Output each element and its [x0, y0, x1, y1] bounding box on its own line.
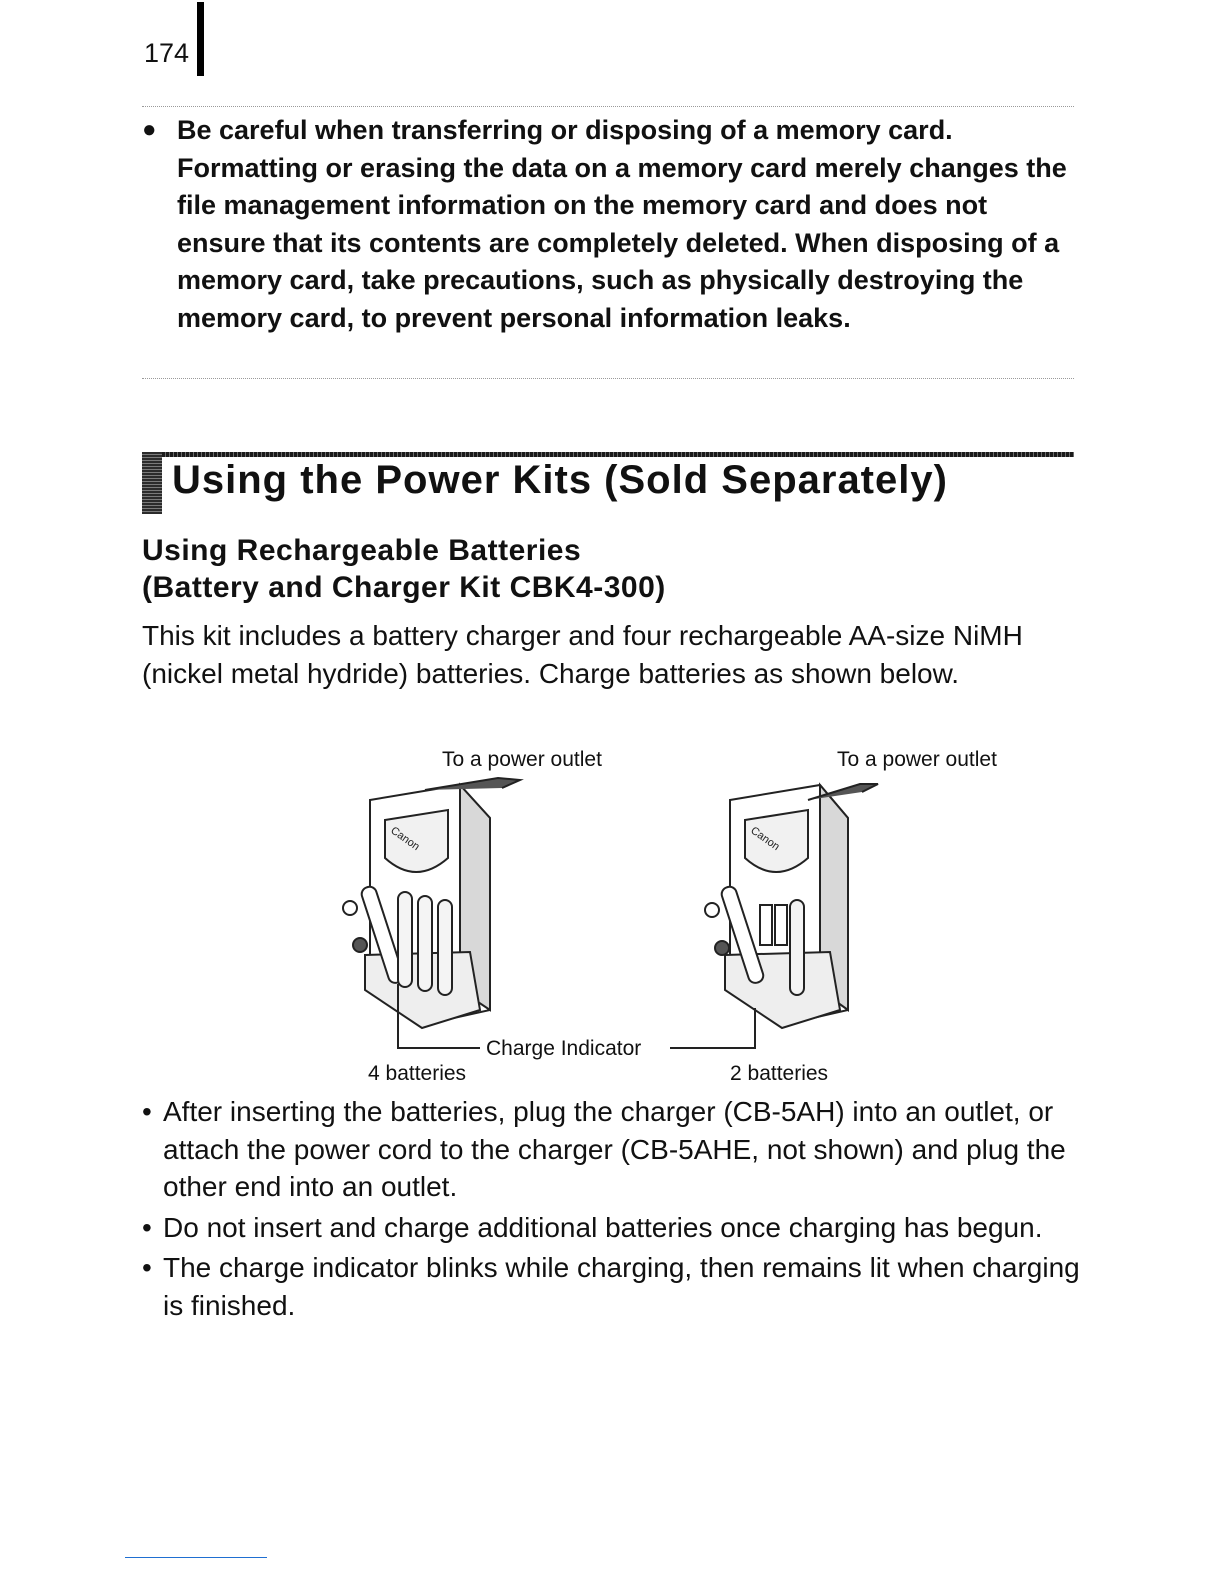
- charger-left-brand: Canon: [388, 824, 422, 854]
- intro-paragraph: This kit includes a battery charger and four rechargeable AA-size NiMH (nickel metal hydride) batteries. Charge batteries as shown below.: [142, 620, 1023, 689]
- charge-indicator-label: Charge Indicator: [486, 1037, 642, 1060]
- plus-terminal-left: [343, 901, 357, 915]
- caution-text: Be careful when transferring or disposing of a memory card. Formatting or erasing the data on a memory card merely changes the file management information on the memory card and does not ensure that its contents are completely deleted. When disposing of a memory card, take precautions, such as physically destroying the memory card, to prevent personal information leaks.: [177, 115, 1067, 333]
- usage-note-item: [142, 1093, 1082, 1206]
- battery-2: [398, 892, 412, 987]
- bullet-dot: •: [142, 1211, 152, 1243]
- minus-terminal-left: [353, 938, 367, 952]
- charger-right: [705, 784, 878, 1028]
- charger-right-brand: Canon: [748, 824, 782, 854]
- outlet-label-left: To a power outlet: [442, 748, 602, 771]
- outlet-label-right: To a power outlet: [837, 748, 997, 771]
- page-number-bar: [197, 2, 204, 76]
- minus-terminal-right: [715, 941, 729, 955]
- usage-note-item: [142, 1249, 1082, 1324]
- usage-note-item: [142, 1209, 1082, 1247]
- battery-4: [438, 900, 452, 995]
- subsection-title: [142, 532, 666, 606]
- four-batteries-label: 4 batteries: [368, 1062, 467, 1085]
- indicator-leader-right: [670, 1008, 755, 1048]
- section-heading-rule: [142, 452, 1074, 457]
- charger-left: [343, 778, 520, 1028]
- charger-illustration: [330, 740, 1060, 1090]
- page-number: 174: [144, 38, 190, 68]
- caution-top-rule: [142, 106, 1074, 107]
- battery-6: [790, 900, 804, 995]
- section-title: Using the Power Kits (Sold Separately): [172, 458, 948, 502]
- battery-3: [418, 896, 432, 991]
- usage-note-text: Do not insert and charge additional batteries once charging has begun.: [163, 1211, 1043, 1243]
- bullet-dot: •: [142, 1096, 152, 1127]
- footer-line: [125, 1557, 267, 1558]
- empty-slot-2: [775, 905, 787, 945]
- usage-note-text: After inserting the batteries, plug the charger (CB-5AH) into an outlet, or attach the power cord to the charger (CB-5AHE, not shown) and plug the other end into an outlet.: [163, 1096, 1066, 1202]
- usage-notes: [142, 1093, 1082, 1327]
- plug-arrow-left: [425, 778, 520, 790]
- two-batteries-label: 2 batteries: [730, 1062, 829, 1085]
- plus-terminal-right: [705, 903, 719, 917]
- usage-note-text: The charge indicator blinks while charging, then remains lit when charging is finished.: [163, 1252, 1080, 1321]
- section-heading-marker: [142, 452, 162, 514]
- subsection-title-line1: Using Rechargeable Batteries: [142, 534, 582, 567]
- caution-bottom-rule: [142, 378, 1074, 379]
- subsection-title-line2: (Battery and Charger Kit CBK4-300): [142, 571, 666, 604]
- empty-slot-1: [760, 905, 772, 945]
- bullet-dot: •: [142, 1252, 152, 1283]
- caution-bullet: ●: [142, 116, 157, 143]
